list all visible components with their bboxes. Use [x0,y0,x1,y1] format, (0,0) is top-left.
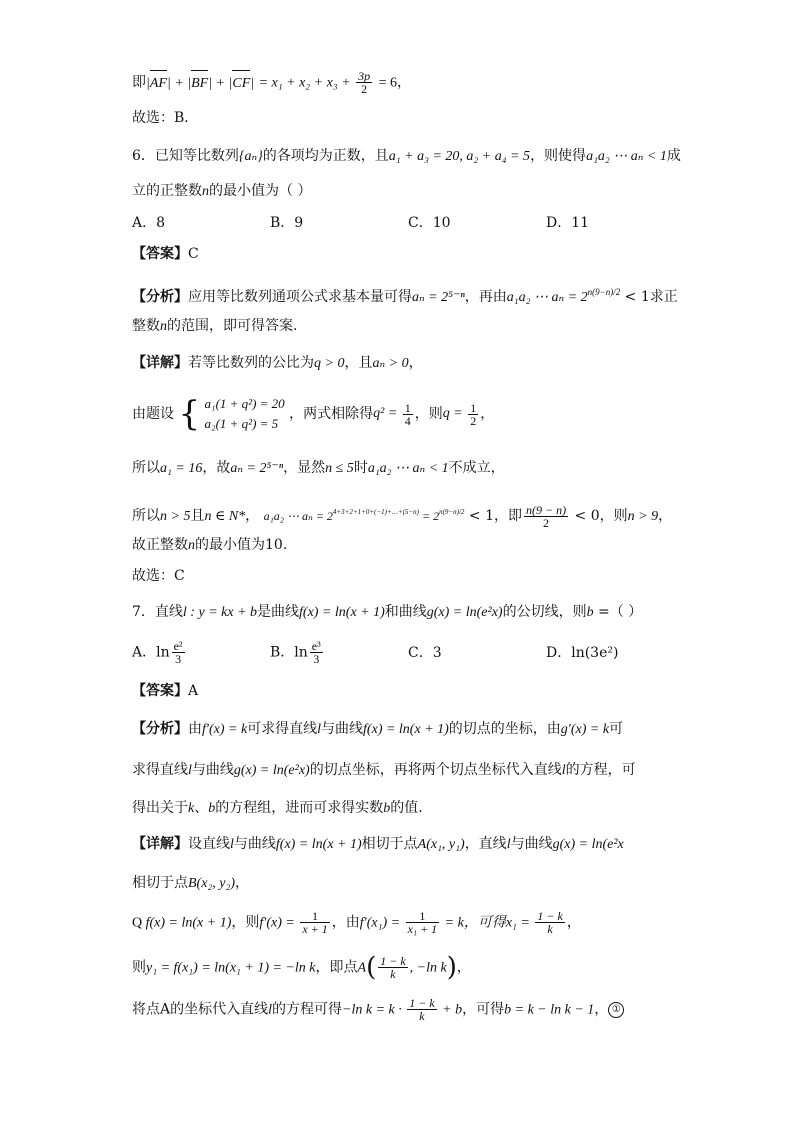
choice-c: C．3 [408,644,442,661]
choice-c: C．10 [408,215,451,231]
q7-analysis-line2: 求得直线l与曲线g(x) = ln(e²x)的切点坐标，再将两个切点坐标代入直线l的方程，可 [132,762,636,778]
q7-stem: 7．直线l : y = kx + b是曲线f(x) = ln(x + 1)和曲线g(x) = ln(e²x)的公切线，则b =（ ） [132,604,643,620]
text: 即 [132,74,146,91]
q6-min-line: 故正整数n的最小值为10. [132,537,288,553]
q6-system-line: 由题设 { a₁(1 + q²) = 20 a₂(1 + q²) = 5 ，两式相除得q² = $\frac{1}{4}$ ，则q = $\frac{1}{2}$ ， [132,394,495,434]
q6-detail-line1: 【详解】若等比数列的公比为q > 0，且aₙ > 0， [132,355,423,371]
q6-choices [132,213,684,233]
math: = x₁ + x₂ + x₃ + [258,75,355,91]
q7-detail-line5: 将点A的坐标代入直线l的方程可得−ln k = k · $\frac{1 - k}{k}$ + b，可得b = k − ln k − 1， ① [132,997,624,1022]
q7-answer: 【答案】A [132,683,199,699]
q6-stem-line2: 立的正整数n的最小值为（ ） [132,183,312,199]
choice-b: B．ln $\frac{\text{e³}}{3}$ [270,639,321,666]
choice-d: D．11 [546,215,590,231]
line-aff-sum: 即|AF| + |BF| + |CF| = x₁ + x₂ + x₃ + $\frac{3p}{2}$ = 6， [132,69,411,96]
equation-system: a₁(1 + q²) = 20 a₂(1 + q²) = 5 [204,396,285,431]
q6-n5-line: 所以n > 5且n ∈ N*， a₁a₂ ⋯ $a_n = 2^{4+3+2+1+0+(-1)+\dots+(5-n)} = 2^{n(9-n)/2} < 1$，即 $\frac{n(9 - n)}{2}$ < 0，则n > 9， [132,502,673,530]
choice-a: A．8 [132,215,166,231]
q7-analysis-line1: 【分析】由f′(x) = k可求得直线l与曲线f(x) = ln(x + 1)的切点的坐标，由g′(x) = k可 [132,721,624,737]
q7-choices [132,640,684,665]
q7-analysis-line3: 得出关于k、b的方程组，进而可求得实数b的值. [132,800,423,816]
q6-a1-line: 所以a₁ = 16，故aₙ = 2⁵⁻ⁿ，显然n ≤ 5时a₁a₂ ⋯ aₙ < 1不成立， [132,460,505,476]
q6-answer: 【答案】C [132,246,199,262]
q6-stem-line1: 6．已知等比数列{aₙ}的各项均为正数，且a₁ + a₃ = 20, a₂ + a₄ = 5，则使得a₁a₂ ⋯ aₙ < 1成 [132,148,681,164]
q7-detail-line4: 则y₁ = f(x₁) = ln(x₁ + 1) = −ln k，即点A( $\frac{1 - k}{k}$ , −ln k)， [132,952,471,983]
q6-analysis-line2: 整数n的范围，即可得答案. [132,318,298,334]
q7-detail-line1: 【详解】设直线l与曲线f(x) = ln(x + 1)相切于点A(x₁, y₁)，直线l与曲线g(x) = ln(e²x [132,836,624,852]
q7-detail-line2: 相切于点B(x₂, y₂)， [132,875,250,891]
q7-detail-line3: Q f(x) = ln(x + 1)，则f′(x) = $\frac{1}{x + 1}$ ，由f′(x₁) = $\frac{1}{\text{x₁ + 1}}$ = k，可得x₁ = $\frac{1 - k}{k}$ ， [132,909,581,936]
q6-analysis-line1: 【分析】应用等比数列通项公式求基本量可得aₙ = 2⁵⁻ⁿ，再由a₁a₂ ⋯ $a_n = 2^{n(9-n)/2} < 1$求正 [132,287,678,305]
math: = 6， [378,75,411,91]
choice-a: A．ln $\frac{\text{e²}}{3}$ [132,639,183,666]
q6-choose: 故选：C [132,568,185,584]
choice-b: B．9 [270,215,304,231]
choice-d: D．ln(3e²) [546,644,619,661]
circled-number: ① [608,1002,624,1018]
choose-b: 故选：B． [132,110,199,126]
fraction: $\frac{3p}{2}$ [358,69,371,96]
